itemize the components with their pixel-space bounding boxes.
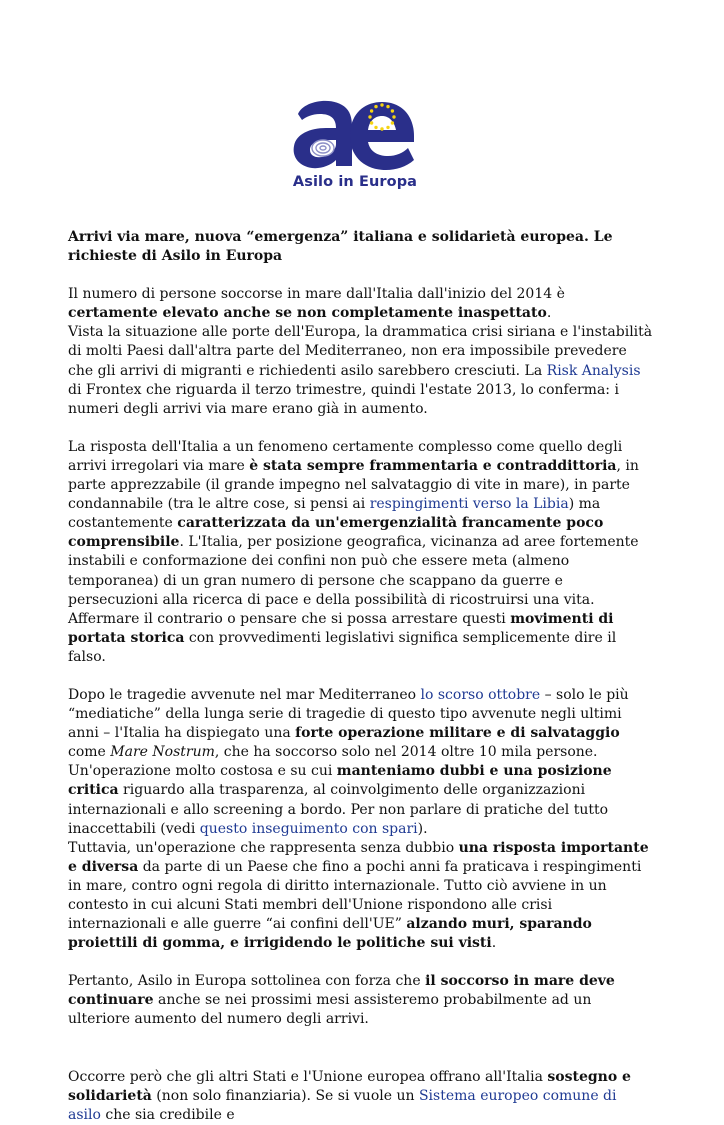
paragraph-3: La risposta dell'Italia a un fenomeno certamente complesso come quello degli arrivi irregolari via mare è stata sempre frammentaria e contraddittoria, in parte apprezzabile (il grande impegno nel salvataggio di vite in mare), in parte condannabile (tra le altre cose, si pensi ai respingimenti verso la Libia) ma costantemente caratterizzata da un'emergenzialità francamente poco comprensibile. L'Italia, per posizione geografica, vicinanza ad aree fortemente instabili e conformazione dei confini non può che essere meta (almeno temporanea) di un gran numero di persone che scappano da guerre e persecuzioni alla ricerca di pace e della possibilità di ricostruirsi una vita. Affermare il contrario o pensare che si possa arrestare questi movimenti di portata storica con provvedimenti legislativi significa semplicemente dire il falso. xyxy=(68,438,639,665)
paragraph-4: Dopo le tragedie avvenute nel mar Mediterraneo lo scorso ottobre – solo le più “mediatiche” della lunga serie di tragedie di questo tipo avvenute negli ultimi anni – l'Italia ha dispiegato una forte operazione militare e di salvataggio come Mare Nostrum, che ha soccorso solo nel 2014 oltre 10 mila persone. xyxy=(68,686,629,761)
paragraph-7: Pertanto, Asilo in Europa sottolinea con forza che il soccorso in mare deve continuare anche se nei prossimi mesi assisteremo probabilmente ad un ulteriore aumento del numero degli arrivi. xyxy=(68,973,615,1028)
risk-analysis-link[interactable]: Risk Analysis xyxy=(546,362,641,379)
logo-text: Asilo in Europa xyxy=(292,174,418,190)
paragraph-8: Occorre però che gli altri Stati e l'Unione europea offrano all'Italia sostegno e solidarietà (non solo finanziaria). Se si vuole un Sistema europeo comune di asilo che sia credibile e xyxy=(68,1068,631,1123)
ae-logo-icon xyxy=(290,92,420,172)
respingimenti-libia-link[interactable]: respingimenti verso la Libia xyxy=(369,496,569,513)
article-title: Arrivi via mare, nuova “emergenza” italiana e solidarietà europea. Le richieste di Asilo in Europa xyxy=(68,229,613,265)
paragraph-1: Il numero di persone soccorse in mare dall'Italia dall'inizio del 2014 è certamente elevato anche se non completamente inaspettato. xyxy=(68,286,565,322)
paragraph-2: Vista la situazione alle porte dell'Europa, la drammatica crisi siriana e l'instabilità di molti Paesi dall'altra parte del Mediterraneo, non era impossibile prevedere che gli arrivi di migranti e richiedenti asilo sarebbero cresciuti. La Risk Analysis di Frontex che riguarda il terzo trimestre, quindi l'estate 2013, lo conferma: i numeri degli arrivi via mare erano già in aumento. xyxy=(68,324,653,417)
inseguimento-spari-link[interactable]: questo inseguimento con spari xyxy=(199,820,418,837)
paragraph-5: Un'operazione molto costosa e su cui manteniamo dubbi e una posizione critica riguardo alla trasparenza, al coinvolgimento delle organizzazioni internazionali e allo screening a bordo. Per non parlare di pratiche del tutto inaccettabili (vedi questo inseguimento con spari). xyxy=(68,763,612,837)
paragraph-6: Tuttavia, un'operazione che rappresenta senza dubbio una risposta importante e diversa da parte di un Paese che fino a pochi anni fa praticava i respingimenti in mare, contro ogni regola di diritto internazionale. Tutto ciò avviene in un contesto in cui alcuni Stati membri dell'Unione rispondono alle crisi internazionali e alle guerre “ai confini dell'UE” alzando muri, sparando proiettili di gomma, e irrigidendo le politiche sui visti. xyxy=(68,839,649,952)
scorso-ottobre-link[interactable]: lo scorso ottobre xyxy=(420,686,541,703)
article-body xyxy=(68,228,653,1125)
sistema-europeo-asilo-link[interactable]: Sistema europeo comune di asilo xyxy=(68,1087,617,1123)
asilo-in-europa-logo xyxy=(290,92,420,197)
